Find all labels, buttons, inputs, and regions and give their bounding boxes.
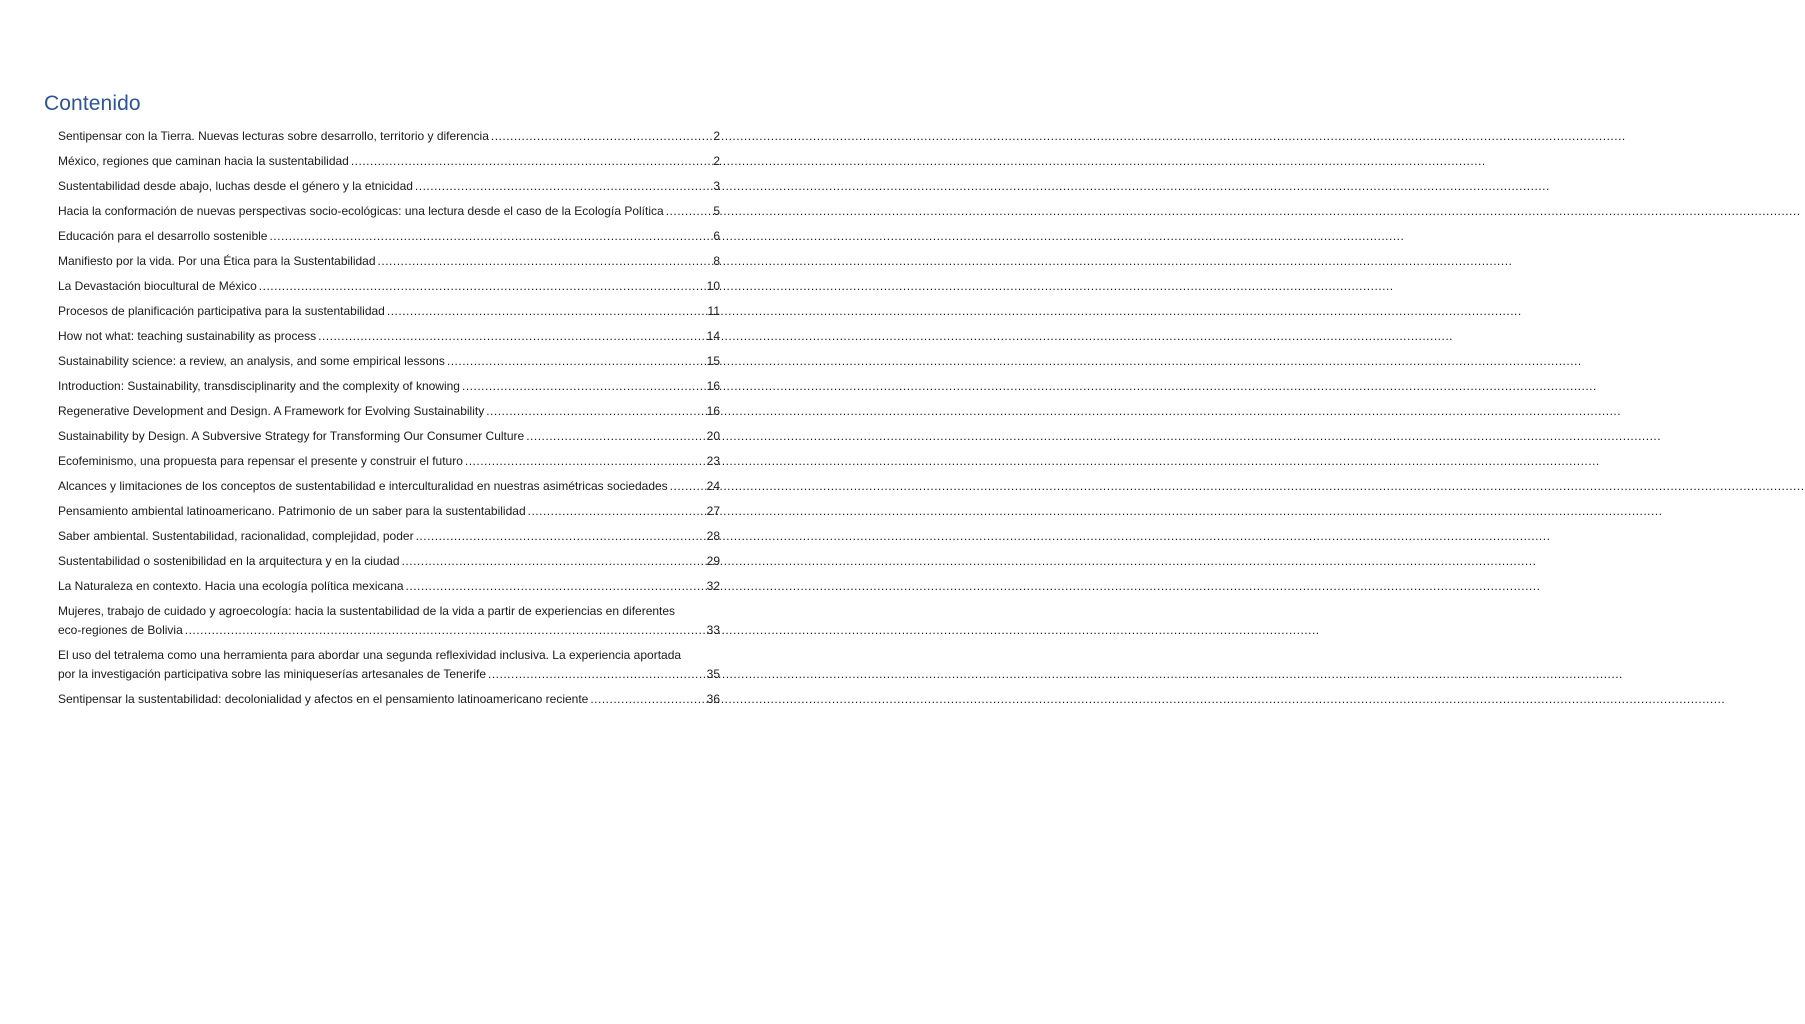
toc-entry-page: 16 — [706, 379, 720, 393]
table-of-contents — [58, 127, 720, 715]
toc-entry-title: Regenerative Development and Design. A Framework for Evolving Sustainability — [58, 404, 485, 418]
toc-entry-page: 8 — [713, 254, 720, 268]
toc-heading: Contenido — [44, 92, 141, 115]
toc-entry-page: 29 — [706, 554, 720, 568]
toc-dot-leader — [465, 452, 705, 471]
toc-entry-title: México, regiones que caminan hacia la sustentabilidad — [58, 154, 349, 168]
toc-dot-leader — [269, 227, 711, 246]
toc-entry-title: Pensamiento ambiental latinoamericano. Patrimonio de un saber para la sustentabilidad — [58, 504, 526, 518]
toc-entry[interactable] — [58, 502, 720, 521]
toc-dot-leader — [590, 690, 704, 709]
toc-entry[interactable] — [58, 527, 720, 546]
toc-entry-title: Hacia la conformación de nuevas perspectivas socio-ecológicas: una lectura desde el caso de la Ecología Política — [58, 204, 664, 218]
toc-dot-leader — [318, 327, 705, 346]
toc-entry-title: Manifiesto por la vida. Por una Ética para la Sustentabilidad — [58, 254, 376, 268]
toc-entry-page: 27 — [706, 504, 720, 518]
toc-dot-leader — [447, 352, 705, 371]
toc-entry-page: 14 — [706, 329, 720, 343]
toc-entry[interactable] — [58, 352, 720, 371]
toc-dot-leader — [528, 502, 705, 521]
toc-entry-title: Sentipensar con la Tierra. Nuevas lecturas sobre desarrollo, territorio y diferencia — [58, 129, 489, 143]
toc-entry-page: 16 — [706, 404, 720, 418]
toc-entry[interactable] — [58, 552, 720, 571]
document-page — [0, 0, 768, 1024]
toc-entry[interactable] — [58, 577, 720, 596]
toc-entry-page: 2 — [713, 154, 720, 168]
toc-dot-leader — [415, 177, 711, 196]
toc-entry[interactable] — [58, 452, 720, 471]
toc-entry[interactable] — [58, 152, 720, 171]
toc-entry-title-line2: eco-regiones de Bolivia — [58, 623, 183, 637]
toc-dot-leader — [402, 552, 705, 571]
toc-entry-page: 10 — [706, 279, 720, 293]
toc-entry[interactable] — [58, 127, 720, 146]
toc-entry-title-line1: El uso del tetralema como una herramienta para abordar una segunda reflexividad inclusiva. La experiencia aportada — [58, 648, 682, 662]
toc-entry-page: 36 — [706, 692, 720, 706]
toc-entry-title: Sustainability by Design. A Subversive Strategy for Transforming Our Consumer Culture — [58, 429, 525, 443]
toc-dot-leader — [387, 302, 706, 321]
toc-entry[interactable] — [58, 327, 720, 346]
toc-entry[interactable] — [58, 202, 720, 221]
toc-entry[interactable] — [58, 277, 720, 296]
toc-entry-page: 3 — [713, 179, 720, 193]
toc-entry-page: 33 — [706, 623, 720, 637]
toc-entry-page: 28 — [706, 529, 720, 543]
toc-entry[interactable] — [58, 377, 720, 396]
toc-dot-leader — [259, 277, 705, 296]
toc-entry-title: Procesos de planificación participativa para la sustentabilidad — [58, 304, 385, 318]
toc-entry-title-line1: Mujeres, trabajo de cuidado y agroecología: hacia la sustentabilidad de la vida a partir de experiencias en diferentes — [58, 604, 676, 618]
toc-entry-page: 2 — [713, 129, 720, 143]
toc-entry-page: 20 — [706, 429, 720, 443]
toc-dot-leader — [378, 252, 712, 271]
toc-entry-title-line2: por la investigación participativa sobre las miniqueserías artesanales de Tenerife — [58, 667, 487, 681]
toc-entry-title: Sentipensar la sustentabilidad: decolonialidad y afectos en el pensamiento latinoamericano reciente — [58, 692, 589, 706]
toc-entry-page: 5 — [713, 204, 720, 218]
toc-entry-title: La Naturaleza en contexto. Hacia una ecología política mexicana — [58, 579, 404, 593]
toc-entry-title: Ecofeminismo, una propuesta para repensar el presente y construir el futuro — [58, 454, 463, 468]
toc-entry-page: 24 — [706, 479, 720, 493]
toc-dot-leader — [670, 477, 705, 496]
toc-entry-title: Sustentabilidad o sostenibilidad en la arquitectura y en la ciudad — [58, 554, 400, 568]
toc-dot-leader — [486, 402, 704, 421]
toc-entry[interactable] — [58, 227, 720, 246]
toc-dot-leader — [666, 202, 712, 221]
toc-entry-title: Sustentabilidad desde abajo, luchas desde el género y la etnicidad — [58, 179, 413, 193]
toc-dot-leader — [462, 377, 705, 396]
toc-dot-leader — [406, 577, 705, 596]
toc-entry[interactable] — [58, 402, 720, 421]
toc-entry-title: Alcances y limitaciones de los conceptos de sustentabilidad e interculturalidad en nuestras asimétricas sociedades — [58, 479, 668, 493]
toc-entry-page: 15 — [706, 354, 720, 368]
toc-entry[interactable] — [58, 602, 720, 640]
toc-dot-leader — [526, 427, 704, 446]
toc-entry-title: How not what: teaching sustainability as process — [58, 329, 317, 343]
toc-entry-page: 35 — [706, 667, 720, 681]
toc-dot-leader — [416, 527, 705, 546]
toc-entry[interactable] — [58, 177, 720, 196]
toc-dot-leader — [185, 621, 705, 640]
toc-entry-page: 32 — [706, 579, 720, 593]
toc-entry-title: Educación para el desarrollo sostenible — [58, 229, 268, 243]
toc-entry[interactable] — [58, 302, 720, 321]
toc-entry[interactable] — [58, 427, 720, 446]
toc-entry-title: Sustainability science: a review, an analysis, and some empirical lessons — [58, 354, 445, 368]
toc-entry-title: Saber ambiental. Sustentabilidad, racionalidad, complejidad, poder — [58, 529, 414, 543]
toc-dot-leader — [488, 665, 705, 684]
toc-entry-page: 23 — [706, 454, 720, 468]
toc-entry-title: La Devastación biocultural de México — [58, 279, 257, 293]
toc-entry-page: 6 — [713, 229, 720, 243]
toc-entry[interactable] — [58, 646, 720, 684]
toc-dot-leader — [491, 127, 711, 146]
toc-dot-leader — [351, 152, 711, 171]
toc-entry[interactable] — [58, 690, 720, 709]
toc-entry[interactable] — [58, 252, 720, 271]
toc-entry-page: 11 — [707, 304, 720, 318]
toc-entry[interactable] — [58, 477, 720, 496]
toc-entry-title: Introduction: Sustainability, transdisciplinarity and the complexity of knowing — [58, 379, 460, 393]
